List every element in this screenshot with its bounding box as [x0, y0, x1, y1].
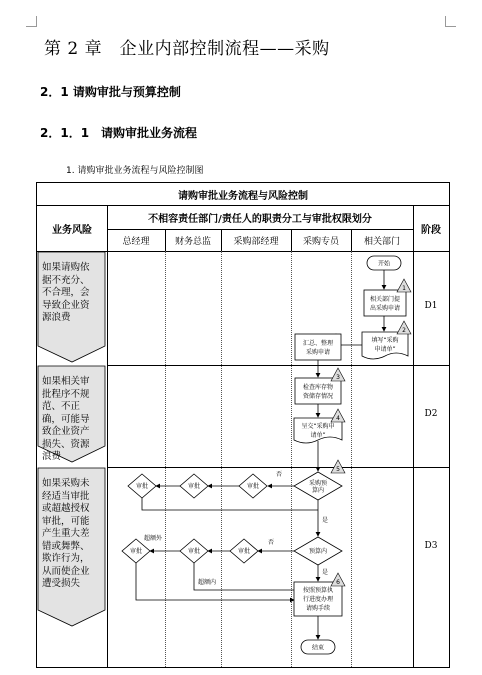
svg-text:3: 3 [336, 374, 340, 381]
review-label: 审批 [246, 483, 260, 490]
svg-text:4: 4 [336, 415, 340, 422]
node-dept-request-line1: 相关部门提 [369, 296, 401, 303]
decision-within-budget-line1: 采购预 [308, 480, 328, 487]
node-summarize-line2: 采购申请 [305, 349, 331, 356]
column-ceo: 总经理 [122, 236, 150, 247]
label-no-1: 否 [276, 471, 283, 478]
decision-within-budget-line2: 算内 [311, 487, 325, 494]
column-related-dept: 相关部门 [363, 236, 400, 247]
badge-5 [331, 460, 345, 473]
badge-4 [331, 409, 345, 422]
label-yes-2: 是 [322, 569, 329, 576]
stage-d1: D1 [424, 301, 438, 311]
column-cfo: 财务总监 [174, 236, 211, 247]
node-dept-request [364, 290, 406, 316]
label-yes-1: 是 [322, 517, 329, 524]
svg-text:6: 6 [336, 579, 340, 586]
subsection-heading: 2．1．1 请购审批业务流程 [40, 126, 198, 140]
review-label: 审批 [135, 483, 149, 490]
risk-text-1: 如果请购依据不充分、不合理，会导致企业资源浪费 [42, 262, 90, 323]
stage-header: 阶段 [421, 224, 441, 236]
decision-budget-label: 预算内 [308, 548, 328, 555]
node-summarize-requests [295, 334, 341, 360]
node-process-line3: 请购手续 [305, 605, 331, 612]
division-header: 不相容责任部门/责任人的职责分工与审批权限划分 [148, 213, 372, 225]
node-process-line1: 按照预算执 [302, 587, 334, 594]
badge-3 [331, 368, 345, 381]
stage-d3: D3 [424, 541, 438, 551]
svg-text:2: 2 [402, 327, 406, 334]
badge-2 [397, 321, 411, 334]
risk-text-2: 如果相关审批程序不规范、不正确，可能导致企业资产损失、资源浪费 [42, 376, 90, 462]
node-fill-request-form-line1: 填写“采购 [371, 337, 399, 344]
table-title: 请购审批业务流程与风险控制 [178, 190, 308, 202]
node-check-inventory-line1: 检查库存物 [302, 384, 334, 391]
end-label: 结束 [311, 644, 325, 652]
label-no-2: 否 [268, 539, 275, 546]
review-label: 审批 [187, 548, 201, 555]
risk-text-3: 如果采购未经适当审批或超越授权审批，可能产生重大差错或舞弊、欺诈行为，从而使企业遭受损失 [42, 478, 90, 589]
chapter-heading: 第 2 章 企业内部控制流程——采购 [44, 39, 330, 59]
review-label: 审批 [129, 548, 143, 555]
svg-text:5: 5 [336, 466, 340, 473]
column-purchasing-specialist: 采购专员 [302, 236, 339, 247]
node-summarize-line1: 汇总、整理 [302, 340, 334, 347]
review-label: 审批 [237, 548, 251, 555]
review-label: 审批 [187, 483, 201, 490]
stage-d2: D2 [424, 409, 438, 419]
node-check-inventory-line2: 资储存情况 [302, 393, 334, 400]
label-over-budget-inside: 超额内 [198, 579, 217, 586]
figure-caption: 1. 请购审批业务流程与风险控制图 [66, 166, 204, 176]
svg-text:1: 1 [402, 285, 406, 292]
column-purchasing-manager: 采购部经理 [233, 236, 279, 247]
node-submit-line2: 请单” [310, 432, 326, 439]
node-check-inventory [295, 378, 341, 404]
badge-6 [331, 573, 345, 586]
risk-header: 业务风险 [52, 224, 92, 236]
node-submit-line1: 呈交“采购申 [301, 423, 335, 430]
start-label: 开始 [377, 260, 391, 268]
node-dept-request-line2: 出采购申请 [369, 305, 401, 312]
node-fill-request-form-line2: 申请单” [374, 346, 396, 353]
label-over-budget: 超额外 [144, 535, 163, 542]
section-heading: 2．1 请购审批与预算控制 [40, 85, 181, 99]
node-process-line2: 行进度办理 [302, 596, 334, 603]
badge-1 [397, 279, 411, 292]
